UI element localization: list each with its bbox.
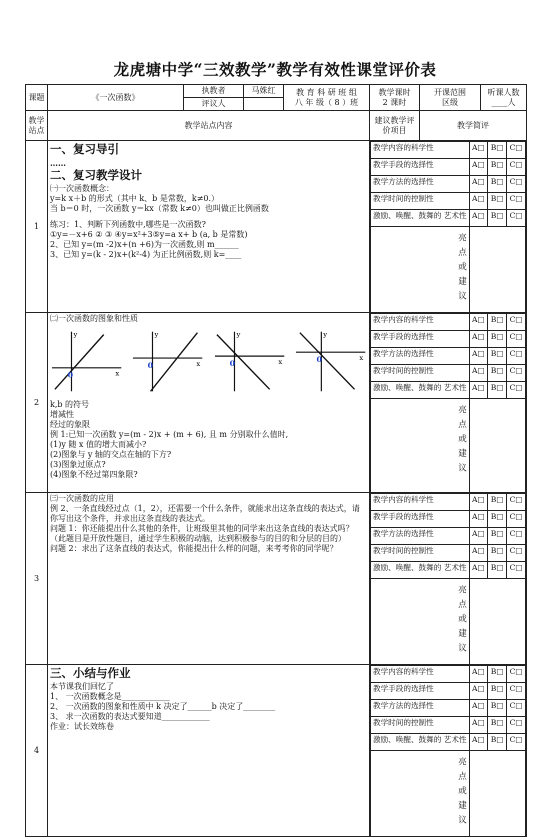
advice-input[interactable]	[469, 399, 525, 493]
advice-row	[371, 579, 526, 665]
evaluator-value[interactable]	[244, 98, 284, 111]
text-line: (1)y 随 x 值的增大而减小?	[50, 440, 147, 449]
table-row	[26, 665, 527, 837]
criteria-label: 教学内容的科学性	[371, 666, 470, 683]
text-line: (2)图象与 y 轴的交点在轴的下方?	[50, 450, 172, 459]
grade-c-checkbox[interactable]: C□	[507, 331, 526, 348]
grade-a-checkbox[interactable]: A□	[469, 494, 488, 511]
grade-c-checkbox[interactable]: C□	[507, 348, 526, 365]
criteria-row	[371, 348, 526, 365]
grade-b-checkbox[interactable]: B□	[488, 511, 507, 528]
criteria-label: 教学内容的科学性	[371, 314, 470, 331]
teacher-label: 执教者	[184, 85, 244, 98]
y-label: y	[73, 330, 78, 339]
text-line: ㈠一次函数概念：	[50, 183, 114, 193]
topic-value: 《一次函数》	[48, 85, 184, 111]
grade-b-checkbox[interactable]: B□	[488, 494, 507, 511]
grade-b-checkbox[interactable]: B□	[488, 193, 507, 210]
rating-cell	[370, 141, 527, 313]
criteria-label: 教学方法的选择性	[371, 528, 470, 545]
origin-label: 0	[147, 360, 154, 370]
criteria-row	[371, 159, 526, 176]
criteria-label: 教学方法的选择性	[371, 348, 470, 365]
advice-input[interactable]	[469, 227, 525, 313]
grade-b-checkbox[interactable]: B□	[488, 348, 507, 365]
table-row	[26, 493, 527, 665]
grade-a-checkbox[interactable]: A□	[469, 382, 488, 399]
teacher-value: 马姝红	[244, 85, 284, 98]
count-label: 听课人数	[487, 87, 520, 97]
text-line: k,b 的符号	[50, 400, 90, 409]
grade-b-checkbox[interactable]: B□	[488, 159, 507, 176]
grade-c-checkbox[interactable]: C□	[507, 528, 526, 545]
criteria-row	[371, 331, 526, 348]
topic-label: 课题	[26, 85, 48, 111]
evaluation-table	[25, 84, 527, 837]
advice-label: 亮点或建议	[371, 227, 470, 313]
grade-a-checkbox[interactable]: A□	[469, 365, 488, 382]
criteria-label: 教学时间的控制性	[371, 545, 470, 562]
content-cell	[48, 665, 370, 837]
criteria-row	[371, 666, 526, 683]
count-cell	[481, 85, 527, 111]
criteria-row	[371, 176, 526, 193]
advice-label: 亮点或建议	[371, 579, 470, 665]
origin-label: 0	[229, 358, 235, 368]
grade-b-checkbox[interactable]: B□	[488, 562, 507, 579]
page-title: 龙虎塘中学“三效教学”教学有效性课堂评价表	[113, 60, 437, 79]
rating-cell	[370, 665, 527, 837]
advice-label: 亮点或建议	[371, 399, 470, 493]
table-row	[26, 141, 527, 313]
scope-cell	[420, 85, 481, 111]
text-line: ①y=－x+6 ② ③ ④y=x²+3⑤y=a x+ b (a, b 是常数)	[50, 229, 248, 239]
grade-a-checkbox[interactable]: A□	[469, 700, 488, 717]
grade-a-checkbox[interactable]: A□	[469, 176, 488, 193]
y-label: y	[154, 330, 159, 339]
grade-a-checkbox[interactable]: A□	[469, 210, 488, 227]
y-label: y	[323, 330, 327, 339]
criteria-row	[371, 683, 526, 700]
grade-a-checkbox[interactable]: A□	[469, 666, 488, 683]
grade-a-checkbox[interactable]: A□	[469, 331, 488, 348]
grade-c-checkbox[interactable]: C□	[507, 511, 526, 528]
criteria-label: 教学方法的选择性	[371, 176, 470, 193]
grade-b-checkbox[interactable]: B□	[488, 528, 507, 545]
points-header: 教学站点	[26, 111, 48, 141]
criteria-row	[371, 511, 526, 528]
grade-b-checkbox[interactable]: B□	[488, 545, 507, 562]
section-heading: 二、复习教学设计	[50, 167, 142, 182]
y-label: y	[235, 330, 240, 339]
criteria-row	[371, 314, 526, 331]
graph-decreasing-positive	[213, 328, 286, 394]
criteria-row	[371, 562, 526, 579]
grade-a-checkbox[interactable]: A□	[469, 528, 488, 545]
grade-b-checkbox[interactable]: B□	[488, 734, 507, 751]
criteria-header: 建议教学评价项目	[370, 111, 420, 141]
grade-a-checkbox[interactable]: A□	[469, 562, 488, 579]
content-cell	[48, 313, 370, 493]
grade-c-checkbox[interactable]: C□	[507, 717, 526, 734]
scope-value: 区级	[442, 97, 458, 107]
criteria-label: 激励、唤醒、鼓舞的 艺术性	[371, 734, 470, 751]
grade-c-checkbox[interactable]: C□	[507, 494, 526, 511]
criteria-row	[371, 717, 526, 734]
grade-b-checkbox[interactable]: B□	[488, 365, 507, 382]
content-cell	[48, 493, 370, 665]
grade-b-checkbox[interactable]: B□	[488, 210, 507, 227]
grade-a-checkbox[interactable]: A□	[469, 545, 488, 562]
criteria-label: 教学手段的选择性	[371, 511, 470, 528]
criteria-label: 激励、唤醒、鼓舞的 艺术性	[371, 562, 470, 579]
grade-c-checkbox[interactable]: C□	[507, 210, 526, 227]
grade-c-checkbox[interactable]: C□	[507, 700, 526, 717]
text-line: （此题目是开放性题目，通过学生积极的动脑，达到积极参与的目的和分层的目的）	[50, 534, 346, 543]
text-line: 经过的象限	[50, 420, 90, 429]
grade-c-checkbox[interactable]: C□	[507, 159, 526, 176]
criteria-label: 教学内容的科学性	[371, 494, 470, 511]
criteria-row	[371, 494, 526, 511]
criteria-label: 激励、唤醒、鼓舞的 艺术性	[371, 210, 470, 227]
criteria-label: 教学方法的选择性	[371, 700, 470, 717]
grade-b-checkbox[interactable]: B□	[488, 314, 507, 331]
grade-c-checkbox[interactable]: C□	[507, 193, 526, 210]
column-header-row	[26, 111, 527, 141]
criteria-label: 教学内容的科学性	[371, 142, 470, 159]
text-line: 3、 求一次函数的表达式要知道____________	[50, 711, 210, 721]
content-header: 教学站点内容	[48, 111, 370, 141]
grade-b-checkbox[interactable]: B□	[488, 700, 507, 717]
criteria-row	[371, 700, 526, 717]
grade-a-checkbox[interactable]: A□	[469, 511, 488, 528]
text-line: 当 b＝0 时，一次函数 y＝kx（常数 k≠0）也叫做正比例函数	[50, 203, 269, 213]
text-line: 1、 一次函数概念是____________	[50, 691, 170, 701]
x-label: x	[196, 359, 201, 368]
grade-a-checkbox[interactable]: A□	[469, 159, 488, 176]
point-number: 2	[26, 313, 48, 493]
scope-label: 开课范围	[434, 87, 466, 97]
criteria-row	[371, 734, 526, 751]
x-label: x	[115, 369, 120, 378]
hours-value: 2 课时	[382, 97, 407, 107]
grade-c-checkbox[interactable]: C□	[507, 314, 526, 331]
grade-c-checkbox[interactable]: C□	[507, 666, 526, 683]
text-line: 增减性	[50, 410, 74, 419]
grade-a-checkbox[interactable]: A□	[469, 142, 488, 159]
text-line: ㈡一次函数的图象和性质	[50, 314, 138, 323]
advice-row	[371, 227, 526, 313]
section-heading: 一、复习导引	[50, 142, 119, 156]
graph-decreasing-negative	[294, 328, 367, 394]
criteria-label: 教学手段的选择性	[371, 159, 470, 176]
point-number: 1	[26, 141, 48, 313]
content-cell	[48, 141, 370, 313]
text-line: 2、已知 y=(m -2)x+(n +6)为一次函数,则 m______	[50, 239, 239, 249]
point-number: 3	[26, 493, 48, 665]
grade-a-checkbox[interactable]: A□	[469, 314, 488, 331]
hours-label: 教学课时	[378, 87, 411, 97]
count-value: ____人	[491, 97, 516, 107]
grade-c-checkbox[interactable]: C□	[507, 683, 526, 700]
advice-row	[371, 751, 526, 837]
grade-b-checkbox[interactable]: B□	[488, 382, 507, 399]
rating-cell	[370, 313, 527, 493]
graph-row	[50, 328, 367, 394]
text-line: (3)图象过原点?	[50, 460, 106, 469]
point-number: 4	[26, 665, 48, 837]
text-line: y=k x＋b 的形式（其中 k、b 是常数，k≠0.）	[50, 193, 220, 203]
advice-label: 亮点或建议	[371, 751, 470, 837]
text-line: 3、已知 y=(k - 2)x+(k²-4) 为正比例函数,则 k=____	[50, 249, 242, 259]
text-line: 本节课我们回忆了	[50, 681, 114, 691]
text-line: 例 1:已知一次函数 y=(m - 2)x + (m + 6), 且 m 分别取什么值时,	[50, 430, 289, 439]
grade-c-checkbox[interactable]: C□	[507, 365, 526, 382]
text-line: ㈢一次函数的应用	[50, 494, 114, 503]
criteria-label: 教学手段的选择性	[371, 683, 470, 700]
rating-cell	[370, 493, 527, 665]
origin-label: 0	[67, 370, 74, 380]
grade-a-checkbox[interactable]: A□	[469, 193, 488, 210]
grade-c-checkbox[interactable]: C□	[507, 545, 526, 562]
criteria-row	[371, 210, 526, 227]
text-line: (4)图象不经过第四象限?	[50, 470, 138, 479]
grade-b-checkbox[interactable]: B□	[488, 717, 507, 734]
evaluator-label: 评议人	[184, 98, 244, 111]
grade-b-checkbox[interactable]: B□	[488, 683, 507, 700]
group-line2: 八 年 级（ 8 ）班	[294, 97, 359, 107]
grade-b-checkbox[interactable]: B□	[488, 331, 507, 348]
dots: ……	[50, 157, 66, 168]
header-row	[26, 85, 527, 98]
text-line: 问题 1：你还能提出什么其他的条件，让班级里其他的同学来出这条直线的表达式吗？	[50, 524, 354, 533]
grade-a-checkbox[interactable]: A□	[469, 734, 488, 751]
grade-c-checkbox[interactable]: C□	[507, 562, 526, 579]
text-line: 作业：试长效练卷	[50, 721, 114, 731]
criteria-row	[371, 528, 526, 545]
criteria-row	[371, 142, 526, 159]
text-line: 练习：1、判断下列函数中,哪些是一次函数?	[50, 219, 206, 229]
text-line: 例 2、一条直线经过点（1，2），还需要一个什么条件，就能求出这条直线的表达式，请你写出这个条件，并求出这条直线的表达式。	[50, 504, 360, 523]
grade-c-checkbox[interactable]: C□	[507, 176, 526, 193]
grade-a-checkbox[interactable]: A□	[469, 683, 488, 700]
criteria-label: 教学手段的选择性	[371, 331, 470, 348]
criteria-row	[371, 365, 526, 382]
criteria-label: 教学时间的控制性	[371, 717, 470, 734]
text-line: 问题 2：求出了这条直线的表达式，你能提出什么样的问题，来考考你的同学呢？	[50, 544, 338, 553]
grade-c-checkbox[interactable]: C□	[507, 142, 526, 159]
rating-header: 教学简评	[420, 111, 527, 141]
table-row	[26, 313, 527, 493]
grade-a-checkbox[interactable]: A□	[469, 348, 488, 365]
graph-increasing-positive	[50, 328, 123, 394]
grade-c-checkbox[interactable]: C□	[507, 734, 526, 751]
advice-input[interactable]	[469, 579, 525, 665]
grade-b-checkbox[interactable]: B□	[488, 666, 507, 683]
hours-cell	[370, 85, 420, 111]
section-heading: 三、小结与作业	[50, 666, 131, 680]
criteria-label: 教学时间的控制性	[371, 193, 470, 210]
criteria-row	[371, 382, 526, 399]
criteria-label: 激励、唤醒、鼓舞的 艺术性	[371, 382, 470, 399]
group-line1: 教 育 科 研 班 组	[296, 87, 357, 97]
graph-increasing-negative	[131, 328, 204, 394]
advice-row	[371, 399, 526, 493]
criteria-row	[371, 545, 526, 562]
advice-input[interactable]	[469, 751, 525, 837]
grade-b-checkbox[interactable]: B□	[488, 142, 507, 159]
x-label: x	[359, 354, 364, 363]
x-label: x	[277, 357, 282, 366]
grade-c-checkbox[interactable]: C□	[507, 382, 526, 399]
criteria-label: 教学时间的控制性	[371, 365, 470, 382]
origin-label: 0	[316, 354, 322, 364]
criteria-row	[371, 193, 526, 210]
grade-b-checkbox[interactable]: B□	[488, 176, 507, 193]
grade-a-checkbox[interactable]: A□	[469, 717, 488, 734]
group-cell	[284, 85, 370, 111]
text-line: 2、 一次函数的图象和性质中 k 决定了______b 决定了________	[50, 701, 276, 711]
